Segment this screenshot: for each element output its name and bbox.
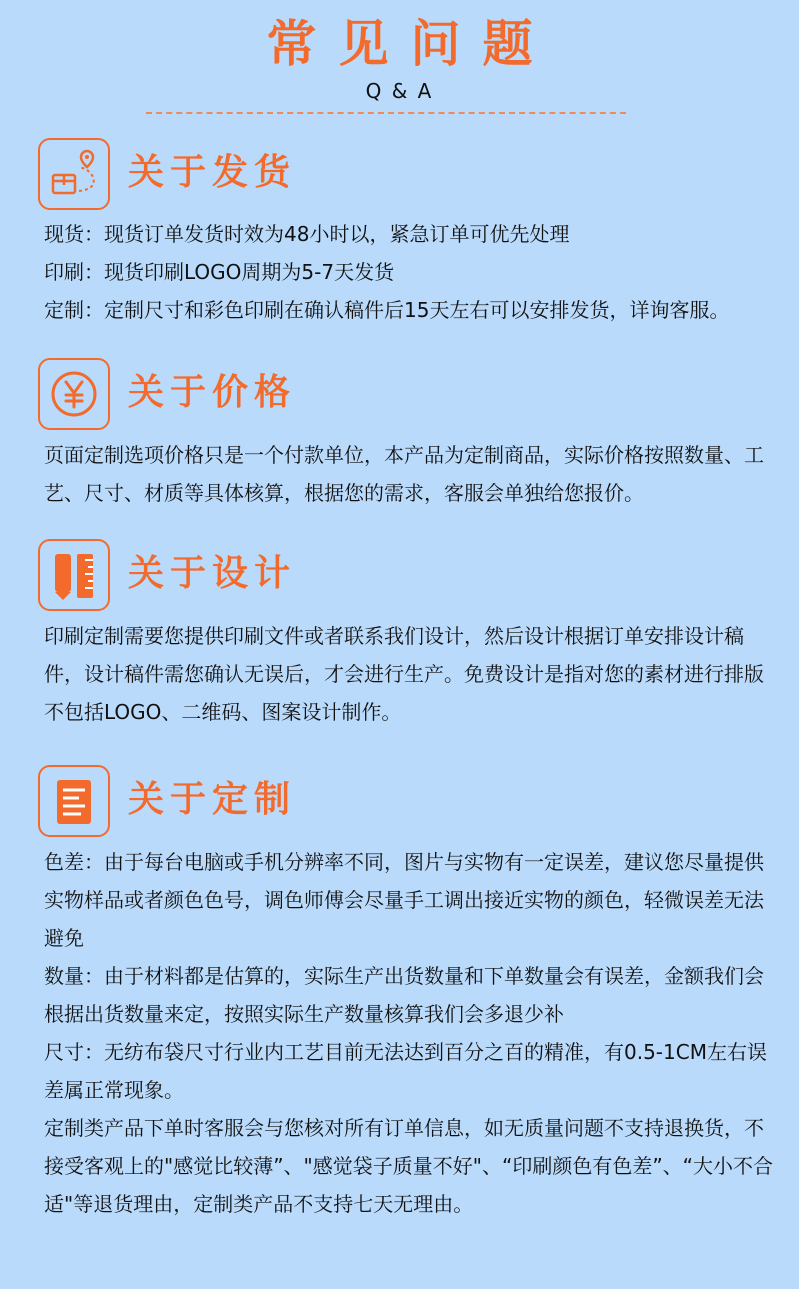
title-divider	[146, 112, 626, 114]
section-shipping-body	[44, 215, 774, 329]
section-custom-body	[44, 843, 774, 1223]
shipping-line-print: 印刷：现货印刷LOGO周期为5-7天发货	[44, 260, 395, 284]
custom-line-quantity: 数量：由于材料都是估算的，实际生产出货数量和下单数量会有误差，金额我们会根据出货数量来定，按照实际生产数量核算我们会多退少补	[44, 964, 764, 1026]
custom-line-policy: 定制类产品下单时客服会与您核对所有订单信息，如无质量问题不支持退换货，不接受客观上的"感觉比较薄”、"感觉袋子质量不好"、“印刷颜色有色差”、“大小不合适"等退货理由，定制类产品不支持七天无理由。	[44, 1116, 774, 1216]
custom-line-color: 色差：由于每台电脑或手机分辨率不同，图片与实物有一定误差，建议您尽量提供实物样品或者颜色色号，调色师傅会尽量手工调出接近实物的颜色，轻微误差无法避免	[44, 850, 764, 950]
shipping-line-stock: 现货：现货订单发货时效为48小时以，紧急订单可优先处理	[44, 222, 570, 246]
section-design-title: 关于设计	[128, 553, 297, 594]
design-text: 印刷定制需要您提供印刷文件或者联系我们设计，然后设计根据订单安排设计稿件，设计稿件需您确认无误后，才会进行生产。免费设计是指对您的素材进行排版不包括LOGO、二维码、图案设计制作。	[44, 624, 764, 724]
section-price-title: 关于价格	[128, 372, 297, 413]
section-price-body	[44, 436, 774, 512]
yen-icon	[38, 358, 110, 430]
shipping-line-custom: 定制：定制尺寸和彩色印刷在确认稿件后15天左右可以安排发货，详询客服。	[44, 298, 730, 322]
document-icon	[38, 765, 110, 837]
delivery-route-icon	[38, 138, 110, 210]
section-custom-title: 关于定制	[128, 779, 297, 820]
section-design-body	[44, 617, 774, 731]
page-subtitle: Q & A	[365, 79, 434, 103]
pencil-ruler-icon	[38, 539, 110, 611]
price-text: 页面定制选项价格只是一个付款单位，本产品为定制商品，实际价格按照数量、工艺、尺寸、材质等具体核算，根据您的需求，客服会单独给您报价。	[44, 443, 764, 505]
section-shipping-title: 关于发货	[128, 152, 297, 193]
custom-line-size: 尺寸：无纺布袋尺寸行业内工艺目前无法达到百分之百的精准，有0.5-1CM左右误差属正常现象。	[44, 1040, 767, 1102]
page-title: 常见问题	[266, 15, 555, 73]
